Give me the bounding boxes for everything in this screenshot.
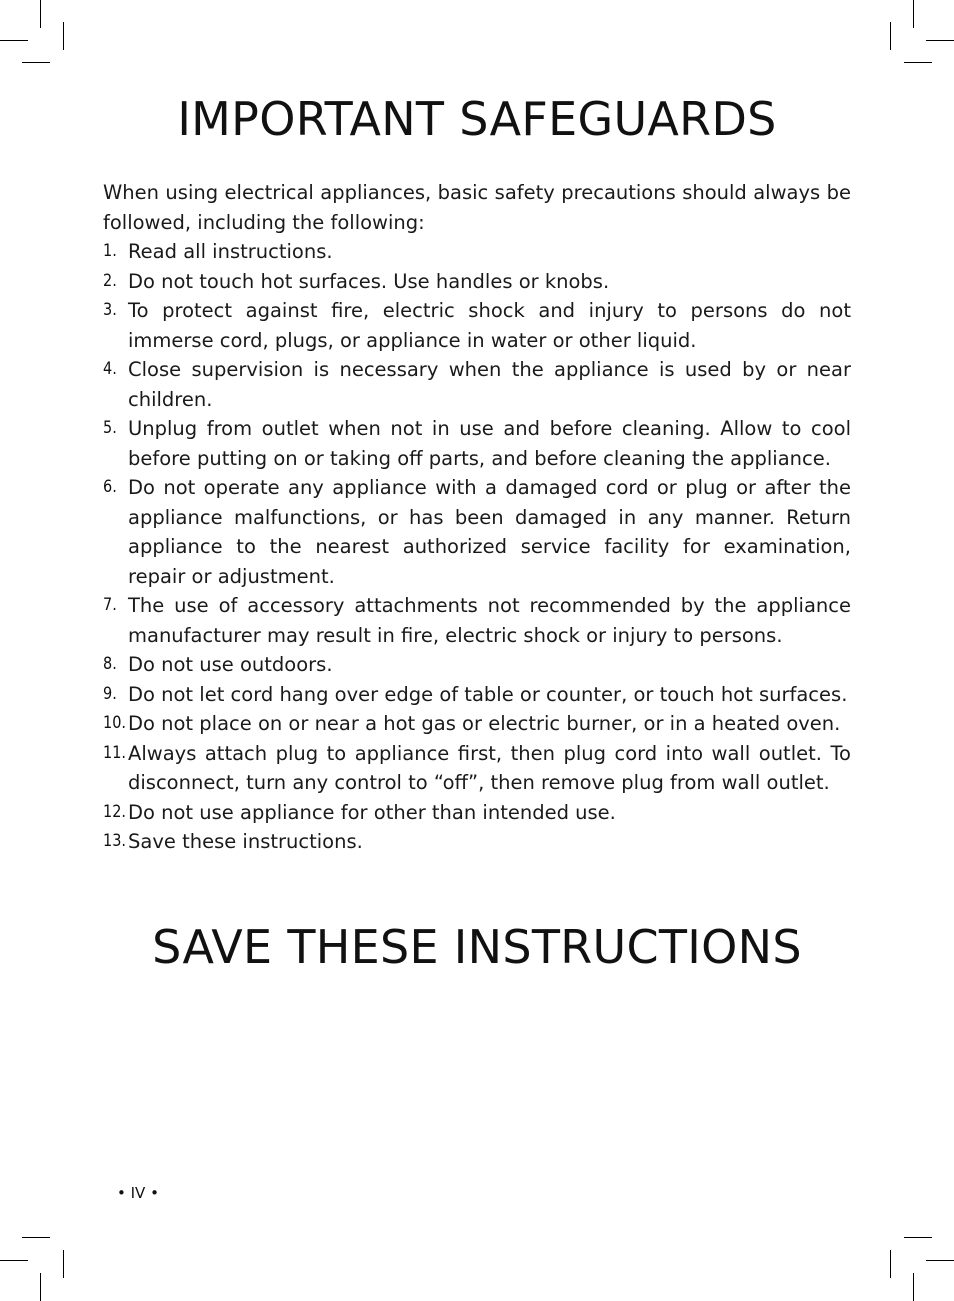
list-item [103,739,851,798]
list-item [103,680,851,710]
crop-mark [926,1260,954,1261]
item-number: 6. [103,477,117,497]
safeguards-body [103,178,851,857]
item-number: 12. [103,801,126,822]
list-item [103,237,851,267]
item-text: Read all instructions. [128,240,333,263]
item-text: Unplug from outlet when not in use and before cleaning. Allow to cool before putting on or taking off parts, and before cleaning the appliance. [128,417,851,470]
list-item [103,414,851,473]
list-item [103,591,851,650]
safeguards-list [103,237,851,857]
page-number: • IV • [117,1184,159,1202]
item-number: 8. [103,654,117,674]
item-text: Do not use appliance for other than intended use. [128,800,616,824]
list-item [103,650,851,680]
item-number: 9. [103,683,117,704]
item-number: 7. [103,595,117,615]
item-text: Always attach plug to appliance first, then plug cord into wall outlet. To disconnect, turn any control to “off”, then remove plug from wall outlet. [128,741,851,794]
crop-mark [904,62,932,63]
item-text: Save these instructions. [128,830,363,853]
crop-mark [63,1250,64,1278]
crop-mark [913,1273,914,1301]
list-item [103,827,851,857]
page-title: IMPORTANT SAFEGUARDS [177,92,777,146]
intro-paragraph: When using electrical appliances, basic safety precautions should always be followed, including the following: [103,181,851,234]
list-item [103,798,851,828]
crop-mark [904,1237,932,1238]
item-number: 3. [103,300,117,320]
item-number: 2. [103,270,117,291]
crop-mark [0,1260,28,1261]
item-number: 11. [103,742,126,763]
crop-mark [913,0,914,28]
item-text: Close supervision is necessary when the appliance is used by or near children. [128,358,851,411]
closing-title: SAVE THESE INSTRUCTIONS [152,920,802,974]
item-number: 4. [103,359,117,379]
item-text: Do not let cord hang over edge of table or counter, or touch hot surfaces. [128,682,848,706]
list-item [103,296,851,355]
list-item [103,473,851,591]
list-item [103,267,851,297]
item-number: 10. [103,713,126,733]
item-text: The use of accessory attachments not recommended by the appliance manufacturer may result in fire, electric shock or injury to persons. [128,594,851,647]
crop-mark [926,40,954,41]
item-text: Do not place on or near a hot gas or electric burner, or in a heated oven. [128,712,841,735]
item-text: Do not use outdoors. [128,653,333,676]
item-text: To protect against fire, electric shock and injury to persons do not immerse cord, plugs, or appliance in water or other liquid. [128,299,851,352]
crop-mark [40,1273,41,1301]
item-text: Do not operate any appliance with a damaged cord or plug or after the appliance malfunctions, or has been damaged in any manner. Return appliance to the nearest authorized service facility for examination, repair or adjustment. [128,476,851,588]
crop-mark [0,40,28,41]
crop-mark [22,62,50,63]
crop-mark [890,22,891,50]
item-text: Do not touch hot surfaces. Use handles or knobs. [128,269,610,293]
item-number: 5. [103,418,117,438]
crop-mark [22,1237,50,1238]
crop-mark [63,22,64,50]
list-item [103,355,851,414]
crop-mark [40,0,41,28]
item-number: 13. [103,831,126,851]
list-item [103,709,851,739]
crop-mark [890,1250,891,1278]
item-number: 1. [103,241,117,261]
